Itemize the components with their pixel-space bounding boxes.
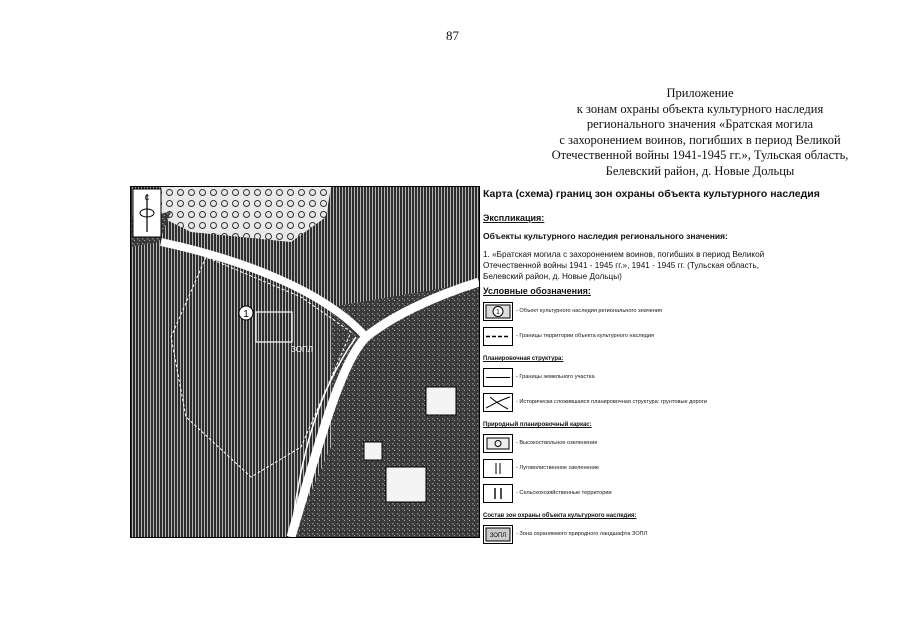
legend-label: - Исторически сложившаяся планировочная структура: грунтовые дороги (516, 399, 707, 405)
legend-item (483, 392, 828, 412)
svg-text:ЗОПЛ: ЗОПЛ (489, 532, 507, 539)
legend-item (483, 483, 828, 503)
legend-item (483, 367, 828, 387)
tall-trees-icon (483, 434, 513, 453)
appendix-line: к зонам охраны объекта культурного наследия (576, 101, 824, 116)
legend-item (483, 524, 828, 544)
legend-label: - Зона охраняемого природного ландшафта ЗОПЛ (516, 531, 648, 537)
object-marker-icon (483, 302, 513, 321)
legend-title: Карта (схема) границ зон охраны объекта культурного наследия (483, 188, 820, 200)
building (426, 387, 456, 415)
zones-head: Состав зон охраны объекта культурного наследия: (483, 513, 637, 519)
building (386, 467, 426, 502)
appendix-line: с захоронением воинов, погибших в период Великой (559, 132, 841, 147)
page-number: 87 (446, 28, 459, 43)
svg-text:1: 1 (243, 309, 249, 320)
legend-item (483, 458, 828, 478)
dirt-road-icon (483, 393, 513, 412)
map-legend (483, 186, 828, 544)
svg-text:С: С (144, 195, 150, 202)
object-line: Белевский район, д. Новые Дольцы) (483, 272, 622, 281)
compass-rose-icon (133, 189, 161, 237)
boundary-line-icon (483, 327, 513, 346)
legend-label: - Луговолиственное озеленение (516, 465, 599, 471)
legend-label: - Сельскохозяйственные территории (516, 490, 612, 496)
svg-text:1: 1 (496, 308, 500, 316)
object-line: Отечественной войны 1941 - 1945 гг.», 1941 - 1945 гг. (Тульская область, (483, 261, 760, 270)
map-image (130, 186, 480, 538)
legend-item (483, 301, 828, 321)
conventions-head: Условные обозначения: (483, 286, 591, 296)
legend-label: - Границы земельного участка (516, 374, 595, 380)
legend-label: - Высокоствольное озеленение (516, 440, 598, 446)
appendix-line: регионального значения «Братская могила (586, 117, 814, 131)
zone-zopl-icon (483, 525, 513, 544)
appendix-line: Отечественной войны 1941-1945 гг.», Тульская область, (551, 148, 849, 162)
farmland-icon (483, 484, 513, 503)
land-plot-icon (483, 368, 513, 387)
legend-label: - Границы территории объекта культурного наследия (516, 333, 655, 339)
meadow-icon (483, 459, 513, 478)
appendix-line: Белевский район, д. Новые Дольцы (605, 163, 795, 178)
legend-item (483, 326, 828, 346)
zone-label: ЗОПЛ (291, 345, 313, 354)
explication-head: Экспликация: (483, 213, 545, 223)
appendix-line: Приложение (666, 86, 734, 100)
legend-label: - Объект культурного наследия регионального значения (516, 308, 662, 314)
natural-head: Природный планировочный каркас: (483, 422, 592, 428)
building (364, 442, 382, 460)
object-description (483, 249, 828, 282)
appendix-header (520, 86, 880, 179)
planning-head: Планировочная структура: (483, 356, 564, 362)
object-line: 1. «Братская могила с захоронением воинов, погибших в период Великой (483, 250, 765, 259)
legend-item (483, 433, 828, 453)
objects-head: Объекты культурного наследия регионального значения: (483, 231, 728, 241)
